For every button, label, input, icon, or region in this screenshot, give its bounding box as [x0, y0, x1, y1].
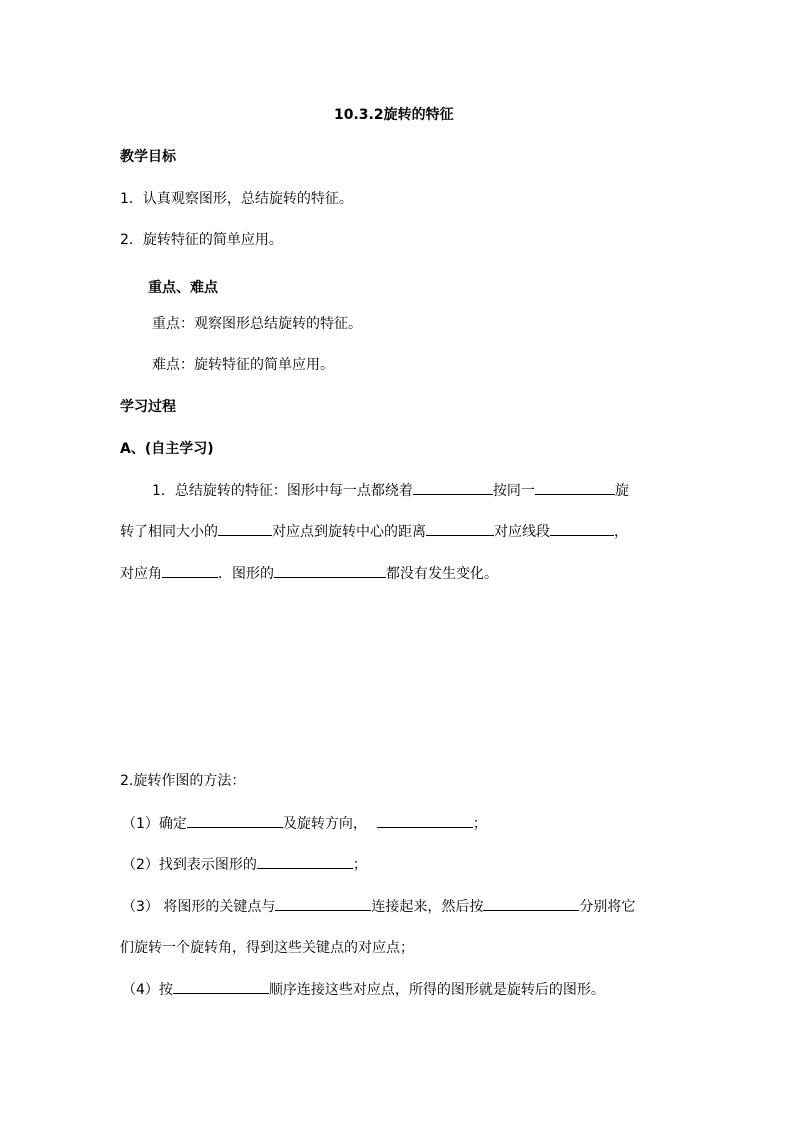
blank-step1-angle[interactable] — [377, 815, 473, 828]
q2-step-4-text-a: （4）按 — [122, 982, 173, 998]
q2-heading: 2.旋转作图的方法： — [120, 773, 246, 789]
focus-text: 重点：观察图形总结旋转的特征。 — [152, 316, 362, 332]
q2-step-3-text-a: （3） 将图形的关键点与 — [122, 899, 276, 915]
objective-item-1: 1．认真观察图形，总结旋转的特征。 — [120, 191, 353, 207]
q1-text-7: ， — [614, 524, 628, 540]
q2-step-3-text-c: 分别将它 — [579, 899, 636, 915]
blank-rotation-direction[interactable] — [535, 482, 615, 495]
objectives-heading: 教学目标 — [120, 149, 176, 165]
blank-step3-center[interactable] — [275, 898, 371, 911]
difficulty-text: 难点：旋转特征的简单应用。 — [152, 357, 334, 373]
q2-step-2 — [122, 856, 367, 874]
blank-distance[interactable] — [426, 523, 494, 536]
key-points-heading: 重点、难点 — [148, 280, 218, 296]
objective-item-2: 2．旋转特征的简单应用。 — [120, 232, 283, 248]
blank-shape-property[interactable] — [274, 565, 386, 578]
blank-step2-keypoints[interactable] — [257, 856, 353, 869]
process-heading: 学习过程 — [120, 399, 176, 415]
q1-text-6: 对应线段 — [494, 524, 550, 540]
blank-segment[interactable] — [550, 523, 614, 536]
q2-step-3-cont: 们旋转一个旋转角，得到这些关键点的对应点； — [120, 940, 414, 956]
q1-line-2 — [120, 523, 628, 541]
q2-step-1-text-b: 及旋转方向， — [282, 816, 367, 832]
q1-line-1 — [152, 482, 629, 500]
q2-step-2-text-b: ； — [352, 857, 367, 873]
blank-corresponding-angle[interactable] — [162, 565, 218, 578]
q1-text-1: 1．总结旋转的特征：图形中每一点都绕着 — [152, 483, 413, 499]
q2-step-3 — [122, 898, 635, 916]
q1-text-4: 转了相同大小的 — [120, 524, 218, 540]
q1-line-3 — [120, 565, 498, 583]
q2-step-2-text-a: （2）找到表示图形的 — [122, 857, 257, 873]
q2-step-3-text-b: 连接起来，然后按 — [371, 899, 484, 915]
q1-text-8: 对应角 — [120, 566, 162, 582]
q2-step-4 — [122, 981, 605, 999]
q2-step-1-text-a: （1）确定 — [122, 816, 187, 832]
q1-text-5: 对应点到旋转中心的距离 — [272, 524, 426, 540]
blank-angle[interactable] — [218, 523, 272, 536]
section-a-heading: A、(自主学习) — [120, 441, 214, 457]
q2-step-1-text-c: ； — [472, 816, 487, 832]
q1-text-9: ．图形的 — [218, 566, 274, 582]
blank-rotation-center[interactable] — [413, 482, 493, 495]
q1-text-10: 都没有发生变化。 — [386, 566, 498, 582]
page-title: 10.3.2旋转的特征 — [334, 107, 454, 123]
q1-text-3: 旋 — [614, 483, 629, 499]
blank-step1-center[interactable] — [187, 815, 283, 828]
q1-text-2: 按同一 — [492, 483, 535, 499]
blank-step3-direction[interactable] — [483, 898, 579, 911]
q2-step-1 — [122, 815, 487, 833]
blank-step4-order[interactable] — [173, 981, 269, 994]
q2-step-4-text-b: 顺序连接这些对应点，所得的图形就是旋转后的图形。 — [268, 982, 605, 998]
